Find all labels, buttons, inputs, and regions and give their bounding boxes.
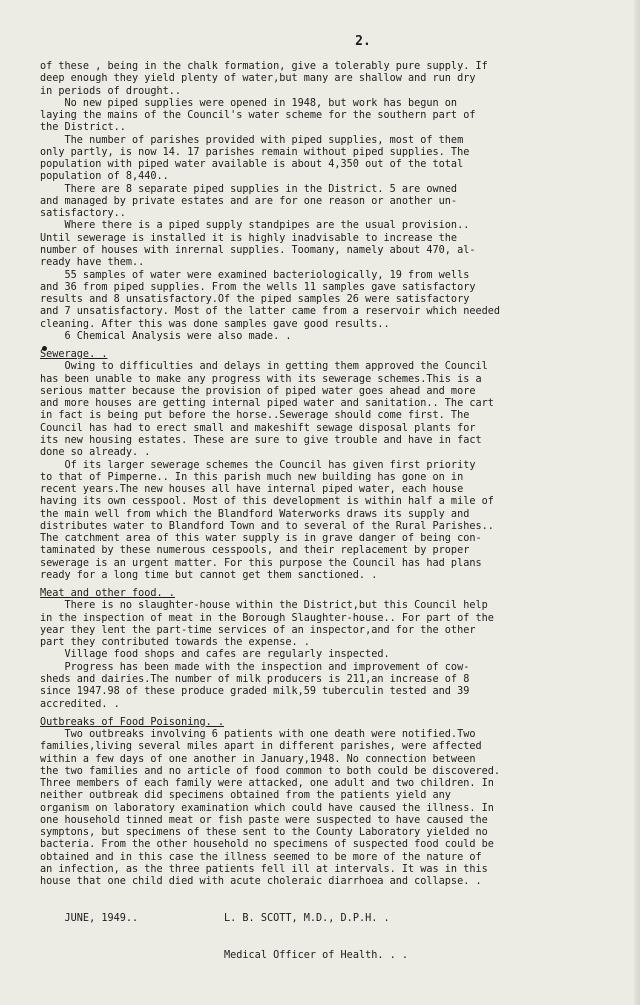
text-line: The catchment area of this water supply is in grave danger of being con- (40, 533, 482, 545)
text-line: Until sewerage is installed it is highly inadvisable to increase the (40, 232, 458, 244)
text-line: 55 samples of water were examined bacteriologically, 19 from wells (40, 269, 470, 281)
text-line: Where there is a piped supply standpipes are the usual provision.. (40, 220, 470, 232)
text-line: done so already. . (40, 447, 151, 459)
text-line: cleaning. After this was done samples gave good results.. (40, 318, 390, 330)
text-line: Two outbreaks involving 6 patients with one death were notified.Two (40, 729, 476, 741)
text-line: in periods of drought.. (40, 85, 182, 97)
signature-line-2 (40, 950, 626, 962)
text-line: symptons, but specimens of these sent to the County Laboratory yielded no (40, 827, 488, 839)
text-line: and managed by private estates and are for one reason or another un- (40, 195, 458, 207)
report-date: JUNE, 1949.. (40, 913, 139, 925)
text-line: ready for a long time but cannot get them sanctioned. . (40, 569, 378, 581)
page-number: 2. (355, 34, 371, 49)
text-line: The number of parishes provided with piped supplies, most of them (40, 134, 464, 146)
section-heading: Meat and other food. . (40, 588, 175, 600)
text-line: No new piped supplies were opened in 1948, but work has begun on (40, 97, 458, 109)
text-line: obtained and in this case the illness seemed to be more of the nature of (40, 851, 482, 863)
text-line: recent years.The new houses all have internal piped water, each house (40, 484, 464, 496)
text-line: an infection, as the three patients fell ill at intervals. It was in this (40, 864, 488, 875)
text-line: satisfactory.. (40, 208, 126, 220)
text-line: Village food shops and cafes are regularly inspected. (40, 649, 390, 661)
text-line: There are 8 separate piped supplies in the District. 5 are owned (40, 183, 458, 195)
text-line: has been unable to make any progress with its sewerage schemes.This is a (40, 373, 482, 385)
text-line: Council has had to erect small and makeshift sewage disposal plants for (40, 422, 476, 434)
text-line: There is no slaughter-house within the District,but this Council help (40, 600, 488, 612)
text-line: Progress has been made with the inspection and improvement of cow- (40, 661, 470, 673)
text-line: laying the mains of the Council's water scheme for the southern part of (40, 110, 476, 122)
text-line: and 36 from piped supplies. From the wells 11 samples gave satisfactory (40, 281, 476, 293)
text-line: within a few days of one another in January,1948. No connection between (40, 753, 476, 765)
text-line: number of houses with inrernal supplies. Toomany, namely about 470, al- (40, 244, 476, 256)
text-line: only partly, is now 14. 17 parishes remain without piped supplies. The (40, 146, 470, 158)
text-line: neither outbreak did specimens obtained from the patients yield any (40, 790, 451, 802)
text-line: to that of Pimperne.. In this parish much new building has gone on in (40, 471, 464, 483)
text-line: population of 8,440.. (40, 171, 169, 183)
text-line: distributes water to Blandford Town and to several of the Rural Parishes.. (40, 520, 494, 532)
text-line: sewerage is an urgent matter. For this purpose the Council has had plans (40, 557, 482, 569)
text-line: one household tinned meat or fish paste were suspected to have caused the (40, 814, 488, 826)
text-line: year they lent the part-time services of an inspector,and for the other (40, 624, 476, 636)
text-line: part they contributed towards the expense. . (40, 637, 310, 649)
text-line: the two families and no article of food common to both could be discovered. (40, 765, 501, 777)
text-line: in fact is being put before the horse..Sewerage should come first. The (40, 410, 470, 422)
text-line: the main well from which the Blandford Waterworks draws its supply and (40, 508, 470, 520)
text-line: families,living several miles apart in different parishes, were affected (40, 741, 482, 753)
text-line: Owing to difficulties and delays in getting them approved the Council (40, 361, 488, 373)
report-body (40, 61, 626, 889)
section-heading: Sewerage. . (40, 349, 108, 361)
text-line: house that one child died with acute choleraic diarrhoea and collapse. . (40, 876, 482, 888)
paper-edge (634, 0, 640, 1005)
text-line: having its own cesspool. Most of this development is within half a mile of (40, 496, 494, 508)
officer-name: L. B. SCOTT, M.D., D.P.H. . (224, 913, 390, 925)
text-line: its new housing estates. These are sure to give trouble and have in fact (40, 434, 482, 446)
text-line: organism on laboratory examination which could have caused the illness. In (40, 802, 494, 814)
text-line: of these , being in the chalk formation, give a tolerably pure supply. If (40, 61, 488, 72)
text-line: and 7 unsatisfactory. Most of the latter came from a reservoir which needed (40, 306, 501, 318)
text-line: sheds and dairies.The number of milk producers is 211,an increase of 8 (40, 674, 470, 686)
text-line: Of its larger sewerage schemes the Council has given first priority (40, 459, 476, 471)
text-line: ready have them.. (40, 257, 145, 269)
text-line: and more houses are getting internal piped water and sanitation.. The cart (40, 398, 494, 410)
signature-block (40, 889, 626, 987)
text-line: since 1947.98 of these produce graded milk,59 tuberculin tested and 39 (40, 686, 470, 698)
text-line: 6 Chemical Analysis were also made. . (40, 330, 292, 342)
signature-line-1 (40, 913, 626, 925)
text-line: deep enough they yield plenty of water,but many are shallow and run dry (40, 73, 476, 85)
text-line: accredited. . (40, 698, 120, 710)
text-line: bacteria. From the other household no specimens of suspected food could be (40, 839, 494, 851)
officer-title: Medical Officer of Health. . . (224, 949, 409, 961)
text-line: serious matter because the provision of piped water goes ahead and more (40, 385, 476, 397)
text-line: in the inspection of meat in the Borough Slaughter-house.. For part of the (40, 612, 494, 624)
text-line: Three members of each family were attacked, one adult and two children. In (40, 778, 494, 790)
text-line: results and 8 unsatisfactory.Of the piped samples 26 were satisfactory (40, 294, 470, 306)
text-line: taminated by these numerous cesspools, and their replacement by proper (40, 545, 470, 557)
section-heading: Outbreaks of Food Poisoning. . (40, 716, 225, 728)
text-line: the District.. (40, 122, 126, 134)
text-line: population with piped water available is about 4,350 out of the total (40, 159, 464, 171)
